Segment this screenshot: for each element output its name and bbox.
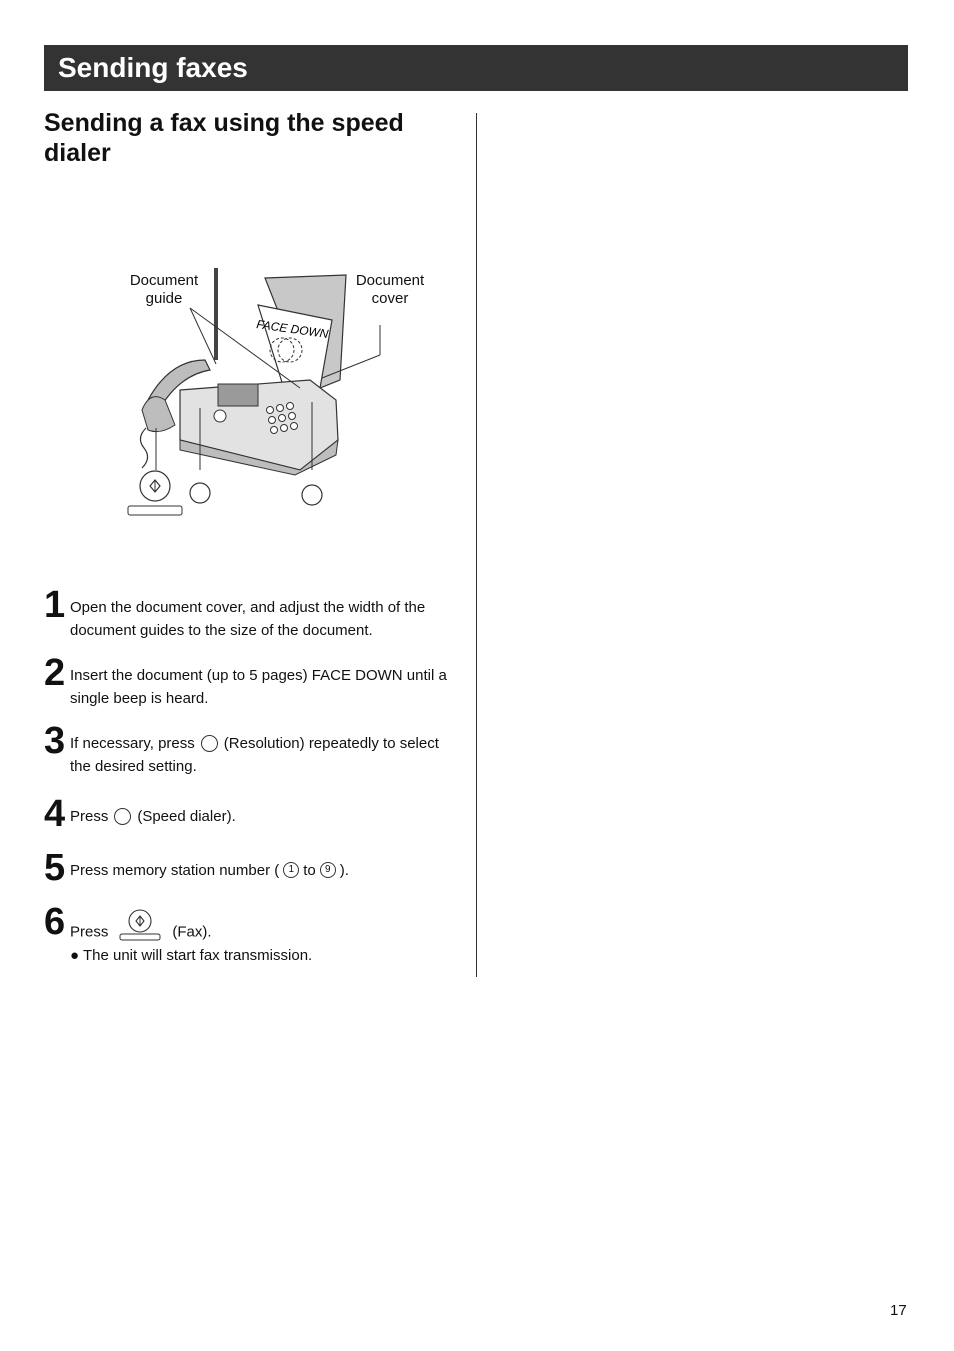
step-text-pre: Press memory station number ( — [70, 862, 280, 879]
step-number: 6 — [44, 901, 66, 943]
face-down-label: FACE DOWN — [255, 317, 330, 342]
step-number: 1 — [44, 584, 66, 626]
step-text-pre: Press — [70, 923, 109, 941]
key-1-icon: 1 — [283, 862, 299, 878]
step-text — [70, 732, 460, 778]
page-title: Sending faxes — [58, 52, 248, 83]
step-text: Insert the document (up to 5 pages) FACE DOWN until a single beep is heard. — [70, 667, 447, 707]
step-number: 2 — [44, 652, 66, 694]
step-text-mid: to — [303, 862, 316, 879]
step-number: 4 — [44, 793, 66, 835]
step-text-post: (Speed dialer). — [137, 808, 236, 825]
column-divider — [476, 113, 477, 977]
step-text — [70, 859, 460, 882]
step-text-pre: Press — [70, 808, 109, 825]
page-number: 17 — [890, 1302, 907, 1319]
section-banner — [44, 45, 908, 91]
step-text-pre: If necessary, press — [70, 735, 195, 752]
step-text-post: (Fax). — [172, 923, 212, 941]
step-text-post: ). — [339, 862, 349, 879]
key-9-icon: 9 — [320, 862, 336, 878]
step-text — [70, 805, 460, 828]
note-bullet: ● The unit will start fax transmission. — [70, 947, 313, 964]
speed-dialer-button-icon — [114, 808, 131, 825]
fax-button-icon — [118, 909, 162, 948]
step-text-post: (Resolution) repeatedly to select the desired setting. — [70, 735, 439, 775]
step-text: Open the document cover, and adjust the width of the document guides to the size of the document. — [70, 599, 426, 639]
callout-document-guide: Document guide — [129, 272, 199, 307]
step-number: 5 — [44, 847, 66, 889]
resolution-button-icon — [201, 735, 218, 752]
section-heading: Sending a fax using the speed dialer — [44, 109, 404, 167]
step-number: 3 — [44, 720, 66, 762]
callout-document-cover: Document cover — [355, 272, 425, 307]
